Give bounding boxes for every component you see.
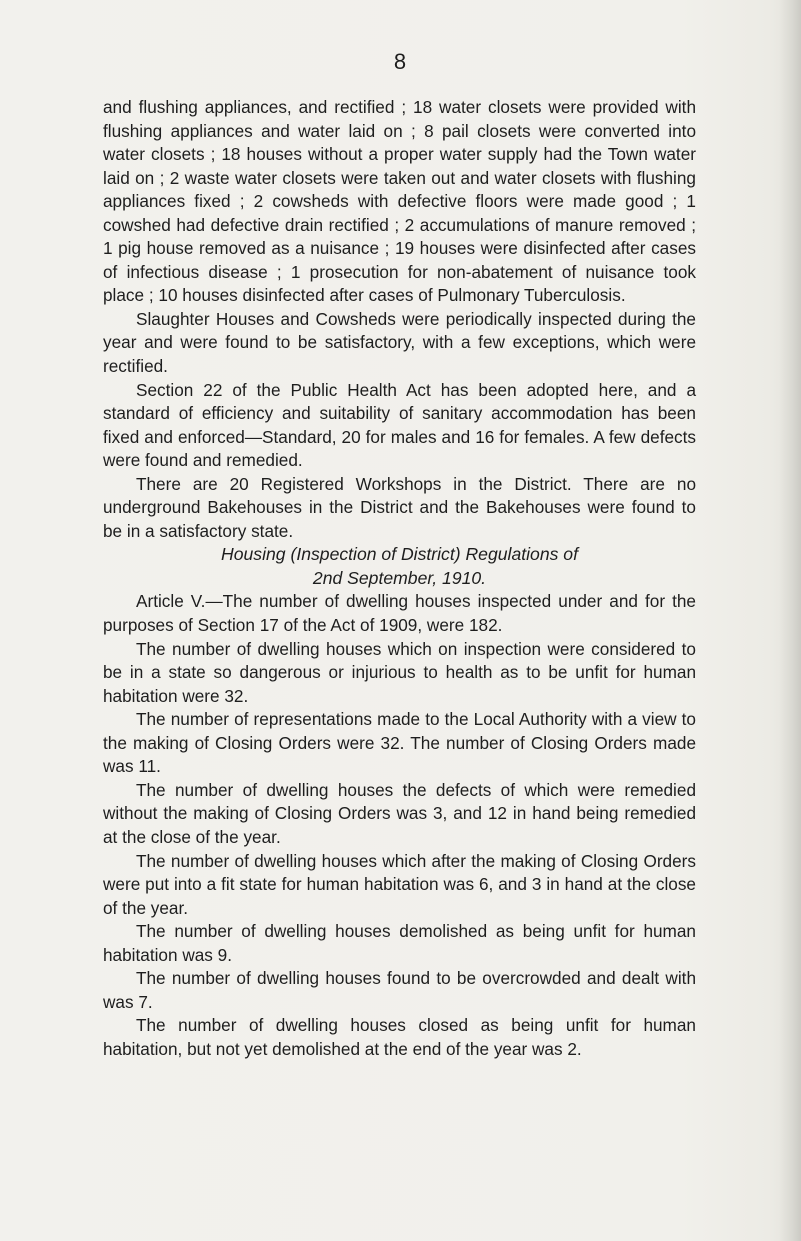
page-number: 8 xyxy=(393,49,408,74)
paragraph-slaughter-houses: Slaughter Houses and Cowsheds were periodically inspected during the year and were found to be satisfactory, with a few exceptions, which were rectified. xyxy=(103,308,696,377)
paragraph-demolished: The number of dwelling houses demolished as being unfit for human habitation was 9. xyxy=(103,921,696,965)
paragraph-fit-state: The number of dwelling houses which after the making of Closing Orders were put into a fit state for human habitation was 6, and 3 in hand at the close of the year. xyxy=(103,850,696,918)
paragraph-representations: The number of representations made to the Local Authority with a view to the making of Closing Orders were 32. The number of Closing Orders made was 11. xyxy=(103,709,696,777)
paragraph-overcrowded: The number of dwelling houses found to be overcrowded and dealt with was 7. xyxy=(103,968,696,1012)
body-text xyxy=(103,96,696,1061)
section-heading-housing-regulations xyxy=(103,543,696,590)
paragraph-workshops: There are 20 Registered Workshops in the District. There are no underground Bakehouses in the District and the Bakehouses were found to be in a satisfactory state. xyxy=(103,473,696,541)
paragraph-sanitary-works: and flushing appliances, and rectified ; 18 water closets were provided with flushing appliances and water laid on ; 8 pail closets were converted into water closets ; 18 houses without a proper water supply had the Town water laid on ; 2 waste water closets were taken out and water closets with flushing appliances fixed ; 2 cowsheds with defective floors were made good ; 1 cowshed had defective drain rectified ; 2 accumulations of manure removed ; 1 pig house removed as a nuisance ; 19 houses were disinfected after cases of infectious disease ; 1 prosecution for non-abatement of nuisance took place ; 10 houses disinfected after cases of Pulmonary Tuberculosis. xyxy=(103,97,696,306)
heading-line-title: Housing (Inspection of District) Regulations of xyxy=(221,544,578,565)
paragraph-public-health-act: Section 22 of the Public Health Act has been adopted here, and a standard of efficiency and suitability of sanitary accommodation has been fixed and enforced—Standard, 20 for males and 16 for females. A few defects were found and remedied. xyxy=(103,379,696,471)
page-edge-shadow xyxy=(779,0,801,1241)
paragraph-article-v: Article V.—The number of dwelling houses inspected under and for the purposes of Section 17 of the Act of 1909, were 182. xyxy=(103,591,696,636)
paragraph-closed-not-demolished: The number of dwelling houses closed as being unfit for human habitation, but not yet demolished at the end of the year was 2. xyxy=(103,1015,696,1059)
paragraph-unfit-houses: The number of dwelling houses which on inspection were considered to be in a state so dangerous or injurious to health as to be unfit for human habitation were 32. xyxy=(103,638,696,706)
paragraph-defects-remedied: The number of dwelling houses the defects of which were remedied without the making of Closing Orders was 3, and 12 in hand being remedied at the close of the year. xyxy=(103,779,696,847)
heading-line-date: 2nd September, 1910. xyxy=(312,567,487,588)
